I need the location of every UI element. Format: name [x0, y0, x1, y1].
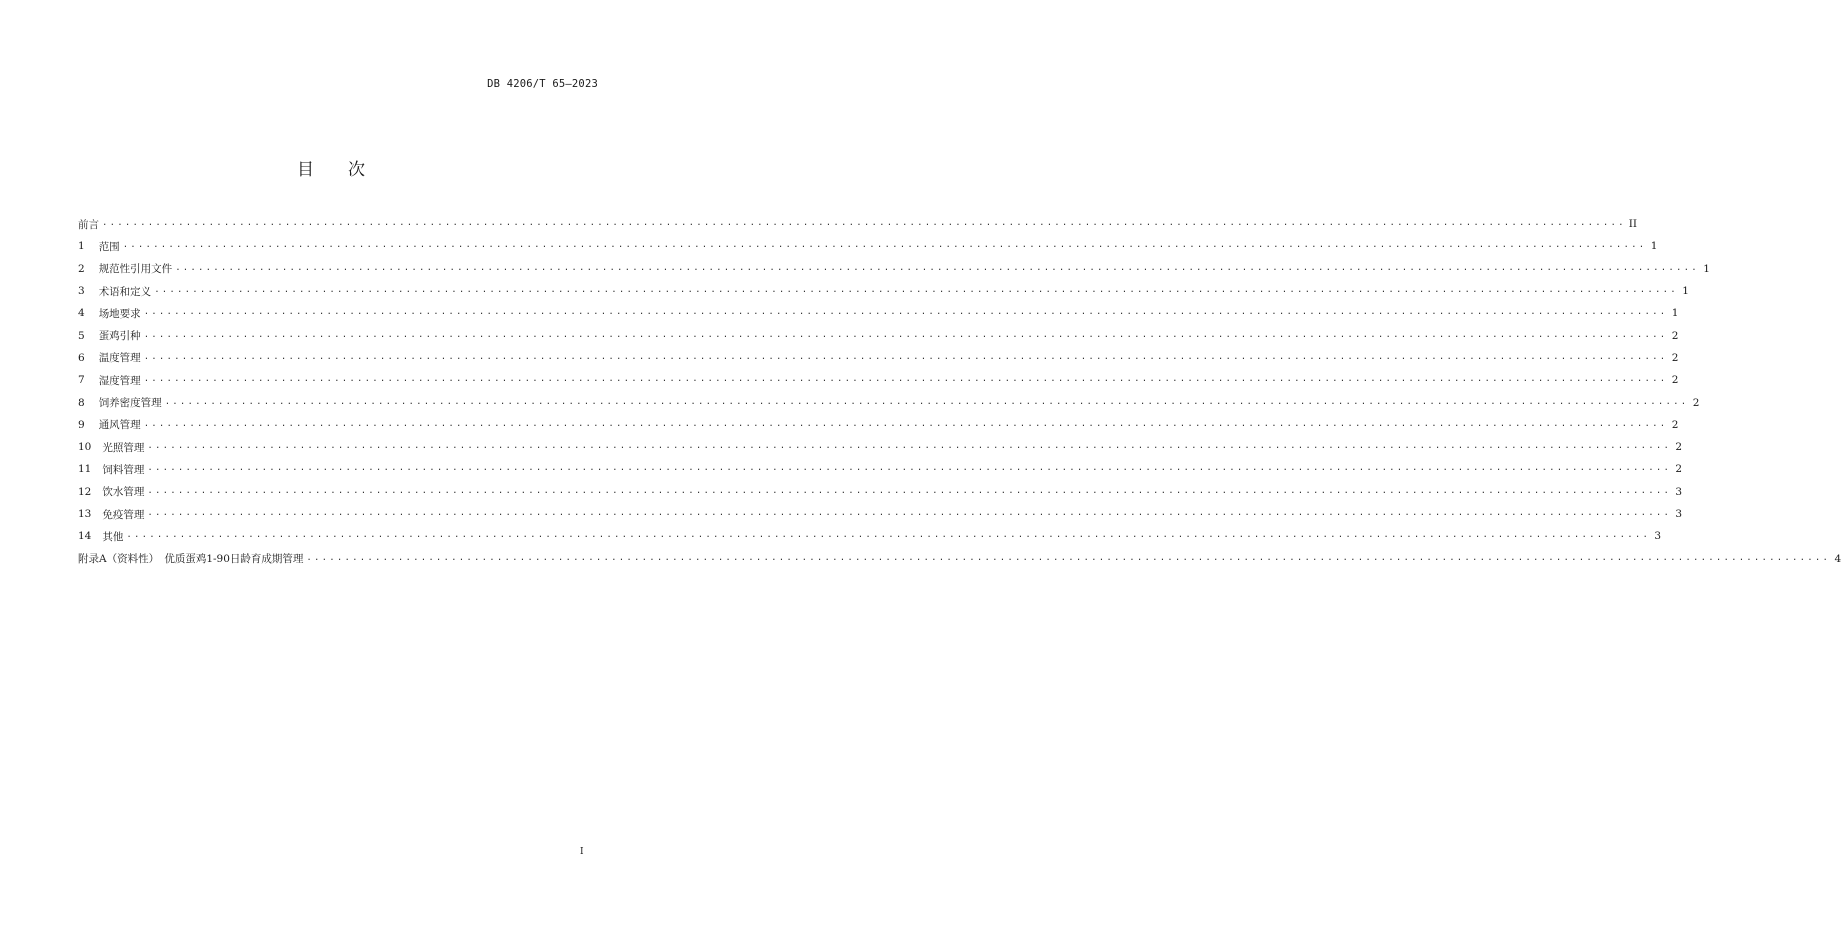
- toc-dot-leader: ........................................................................................................................................................................................................: [143, 351, 1668, 362]
- toc-entry-number: 10: [78, 441, 92, 454]
- page-title: 目次: [297, 160, 399, 180]
- toc-entry-label: 术语和定义: [98, 285, 152, 298]
- toc-entry-page: 3: [1654, 530, 1662, 543]
- toc-entry-label: 光照管理: [102, 441, 145, 454]
- toc-entry-page: 3: [1675, 508, 1683, 520]
- toc-entry[interactable]: [78, 213, 1637, 235]
- toc-entry-page: 2: [1671, 329, 1679, 342]
- toc-entry-number: 3: [78, 285, 85, 298]
- table-of-contents: [78, 213, 1841, 570]
- toc-entry-number: 6: [78, 351, 85, 364]
- toc-entry-page: 2: [1671, 374, 1679, 387]
- toc-dot-leader: ........................................................................................................................................................................................................: [143, 307, 1668, 318]
- toc-entry-page: 2: [1671, 418, 1679, 431]
- toc-entry-label: 场地要求: [98, 307, 141, 320]
- toc-dot-leader: ........................................................................................................................................................................................................: [122, 240, 1647, 251]
- toc-entry-page: 4: [1834, 552, 1841, 565]
- toc-entry[interactable]: [78, 503, 1683, 525]
- toc-entry[interactable]: [78, 235, 1658, 257]
- toc-entry-number: 14: [78, 530, 92, 543]
- toc-entry-label: 温度管理: [98, 352, 141, 365]
- toc-entry[interactable]: [78, 347, 1679, 369]
- toc-entry-label: 免疫管理: [102, 508, 145, 521]
- toc-entry-page: 2: [1675, 463, 1683, 476]
- toc-dot-leader: ........................................................................................................................................................................................................: [143, 418, 1668, 429]
- toc-entry-label: 范围: [98, 240, 120, 253]
- document-id: DB 4206/T 65—2023: [487, 78, 598, 90]
- toc-entry-label: 饲养密度管理: [98, 397, 162, 410]
- toc-entry[interactable]: [78, 525, 1662, 547]
- toc-dot-leader: ........................................................................................................................................................................................................: [154, 285, 1678, 296]
- toc-dot-leader: ........................................................................................................................................................................................................: [143, 329, 1668, 340]
- toc-entry-number: 9: [78, 418, 85, 431]
- toc-entry[interactable]: [78, 481, 1683, 503]
- toc-entry[interactable]: [78, 436, 1683, 458]
- toc-entry-page: 1: [1650, 240, 1658, 253]
- toc-entry-label: 前言: [78, 218, 99, 231]
- toc-entry[interactable]: [78, 258, 1710, 280]
- toc-entry-page: 3: [1675, 485, 1683, 498]
- toc-entry[interactable]: [78, 324, 1679, 346]
- toc-dot-leader: ........................................................................................................................................................................................................: [306, 552, 1831, 563]
- toc-entry-page: 1: [1671, 307, 1679, 320]
- toc-dot-leader: ........................................................................................................................................................................................................: [147, 485, 1672, 496]
- toc-entry[interactable]: [78, 547, 1841, 569]
- toc-entry[interactable]: [78, 391, 1700, 413]
- toc-entry-label: 蛋鸡引种: [98, 330, 141, 343]
- toc-dot-leader: ........................................................................................................................................................................................................: [164, 396, 1689, 407]
- footer-page-number: I: [580, 847, 584, 857]
- toc-entry-page: 2: [1675, 441, 1683, 454]
- toc-entry-number: 1: [78, 240, 85, 253]
- toc-dot-leader: ........................................................................................................................................................................................................: [175, 262, 1699, 273]
- toc-entry-number: 12: [78, 485, 92, 498]
- toc-entry-page: 2: [1692, 396, 1700, 409]
- toc-dot-leader: ........................................................................................................................................................................................................: [147, 463, 1672, 474]
- toc-entry-number: 7: [78, 374, 85, 387]
- toc-entry[interactable]: [78, 414, 1679, 436]
- toc-entry[interactable]: [78, 369, 1679, 391]
- toc-entry-label: 规范性引用文件: [98, 263, 173, 276]
- toc-entry-label: 湿度管理: [98, 374, 141, 387]
- toc-entry-number: 2: [78, 262, 85, 275]
- toc-entry-page: 2: [1671, 351, 1679, 364]
- toc-dot-leader: ........................................................................................................................................................................................................: [147, 441, 1672, 452]
- toc-entry[interactable]: [78, 280, 1689, 302]
- toc-entry-label: 饮水管理: [102, 486, 145, 499]
- toc-entry-label: 通风管理: [98, 419, 141, 432]
- toc-entry-number: 8: [78, 396, 85, 409]
- toc-dot-leader: ........................................................................................................................................................................................................: [147, 508, 1672, 518]
- toc-entry[interactable]: [78, 302, 1679, 324]
- toc-entry-number: 11: [78, 463, 92, 476]
- toc-entry-page: 1: [1703, 262, 1710, 275]
- toc-entry-page: II: [1628, 218, 1637, 231]
- toc-entry-number: 4: [78, 307, 85, 320]
- toc-entry-number: 5: [78, 329, 85, 342]
- toc-dot-leader: ........................................................................................................................................................................................................: [102, 218, 1626, 229]
- toc-entry-label: 其他: [102, 530, 124, 543]
- toc-entry-label: 饲料管理: [102, 463, 145, 476]
- toc-entry-label: 附录A（资料性） 优质蛋鸡1-90日龄育成期管理: [78, 553, 304, 566]
- toc-entry-number: 13: [78, 508, 92, 520]
- toc-entry[interactable]: [78, 458, 1683, 480]
- toc-dot-leader: ........................................................................................................................................................................................................: [126, 530, 1651, 541]
- toc-entry-page: 1: [1682, 285, 1689, 298]
- toc-dot-leader: ........................................................................................................................................................................................................: [143, 374, 1668, 385]
